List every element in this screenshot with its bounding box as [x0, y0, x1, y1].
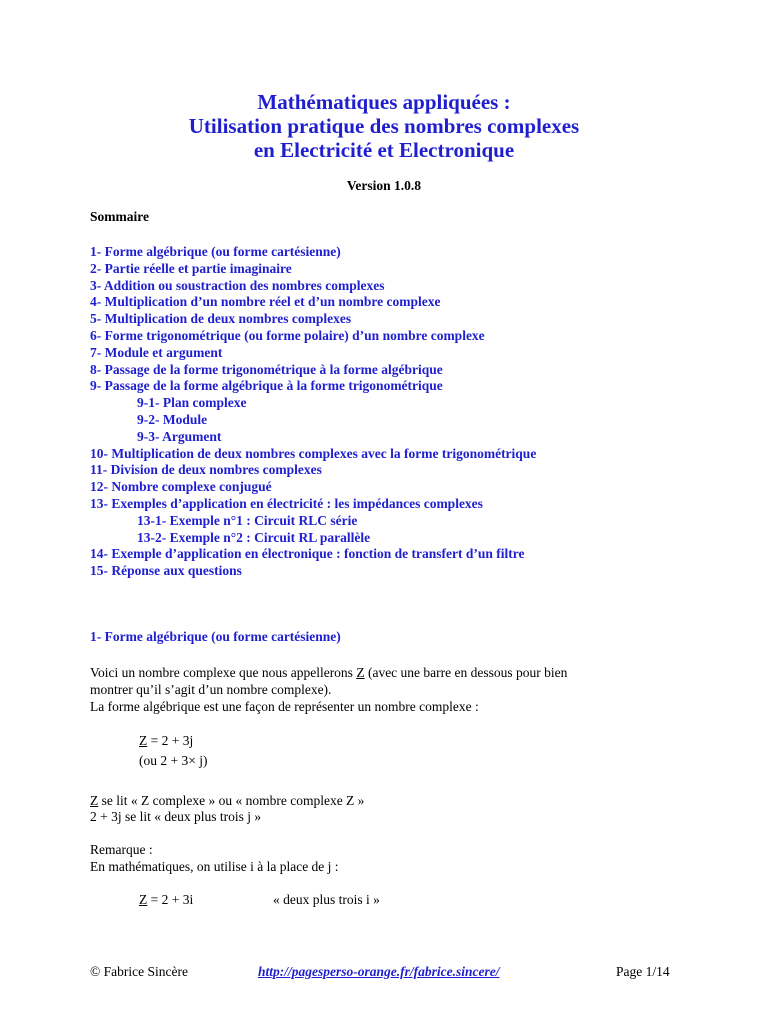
equation-3-reading: « deux plus trois i » [273, 892, 380, 907]
toc-item[interactable]: 8- Passage de la forme trigonométrique à la forme algébrique [90, 361, 443, 377]
table-of-contents [90, 244, 536, 580]
complex-z-symbol: Z [356, 665, 365, 680]
complex-z-symbol: Z [90, 793, 99, 808]
toc-item[interactable]: 12- Nombre complexe conjugué [90, 479, 272, 495]
equation-1 [139, 732, 193, 749]
toc-item[interactable]: 11- Division de deux nombres complexes [90, 462, 322, 478]
equation-3 [139, 891, 193, 908]
intro-text-post: (avec une barre en dessous pour bien [364, 665, 568, 680]
toc-item[interactable]: 9- Passage de la forme algébrique à la forme trigonométrique [90, 378, 443, 394]
footer-author: © Fabrice Sincère [90, 964, 188, 979]
toc-item[interactable]: 6- Forme trigonométrique (ou forme polaire) d’un nombre complexe [90, 327, 485, 343]
toc-item[interactable]: 5- Multiplication de deux nombres complexes [90, 311, 352, 327]
toc-subitem[interactable]: 9-3- Argument [137, 428, 222, 444]
toc-item[interactable]: 13- Exemples d’application en électricité : les impédances complexes [90, 495, 483, 511]
toc-item[interactable]: 10- Multiplication de deux nombres complexes avec la forme trigonométrique [90, 445, 537, 461]
remark-label: Remarque : [90, 842, 153, 857]
reading-line-1 [90, 792, 364, 809]
doc-title-line-2: Utilisation pratique des nombres complexes [188, 114, 580, 138]
toc-item[interactable]: 14- Exemple d’application en électronique : fonction de transfert d’un filtre [90, 546, 525, 562]
toc-subitem[interactable]: 9-2- Module [137, 411, 208, 427]
equation-3-rhs: = 2 + 3i [147, 892, 194, 907]
toc-item[interactable]: 15- Réponse aux questions [90, 563, 242, 579]
intro-text-pre: Voici un nombre complexe que nous appellerons [90, 665, 357, 680]
toc-item[interactable]: 4- Multiplication d’un nombre réel et d’un nombre complexe [90, 294, 441, 310]
complex-z-symbol: Z [139, 892, 148, 907]
doc-title-line-1: Mathématiques appliquées : [257, 90, 511, 114]
toc-item[interactable]: 1- Forme algébrique (ou forme cartésienne) [90, 244, 341, 259]
toc-subitem[interactable]: 13-1- Exemple n°1 : Circuit RLC série [137, 512, 358, 528]
version-label: Version 1.0.8 [346, 178, 422, 193]
remark-text: En mathématiques, on utilise i à la place de j : [90, 859, 339, 874]
intro-line-3: La forme algébrique est une façon de représenter un nombre complexe : [90, 699, 479, 714]
toc-item[interactable]: 7- Module et argument [90, 344, 223, 360]
complex-z-symbol: Z [139, 733, 148, 748]
equation-1-rhs: = 2 + 3j [147, 733, 194, 748]
toc-item[interactable]: 2- Partie réelle et partie imaginaire [90, 260, 292, 276]
toc-item[interactable]: 3- Addition ou soustraction des nombres complexes [90, 277, 385, 293]
intro-line-1 [90, 664, 567, 681]
footer-url-link[interactable]: http://pagesperso-orange.fr/fabrice.sincere/ [258, 964, 500, 979]
intro-line-2: montrer qu’il s’agit d’un nombre complexe). [90, 682, 332, 697]
footer-page-number: Page 1/14 [616, 964, 670, 979]
reading-line-1-text: se lit « Z complexe » ou « nombre complexe Z » [98, 793, 365, 808]
equation-2: (ou 2 + 3× j) [139, 753, 208, 768]
sommaire-heading: Sommaire [90, 209, 149, 224]
reading-line-2: 2 + 3j se lit « deux plus trois j » [90, 809, 262, 824]
section-1-heading: 1- Forme algébrique (ou forme cartésienne) [90, 629, 341, 644]
doc-title-line-3: en Electricité et Electronique [253, 138, 515, 162]
toc-subitem[interactable]: 9-1- Plan complexe [137, 395, 247, 411]
toc-subitem[interactable]: 13-2- Exemple n°2 : Circuit RL parallèle [137, 529, 371, 545]
